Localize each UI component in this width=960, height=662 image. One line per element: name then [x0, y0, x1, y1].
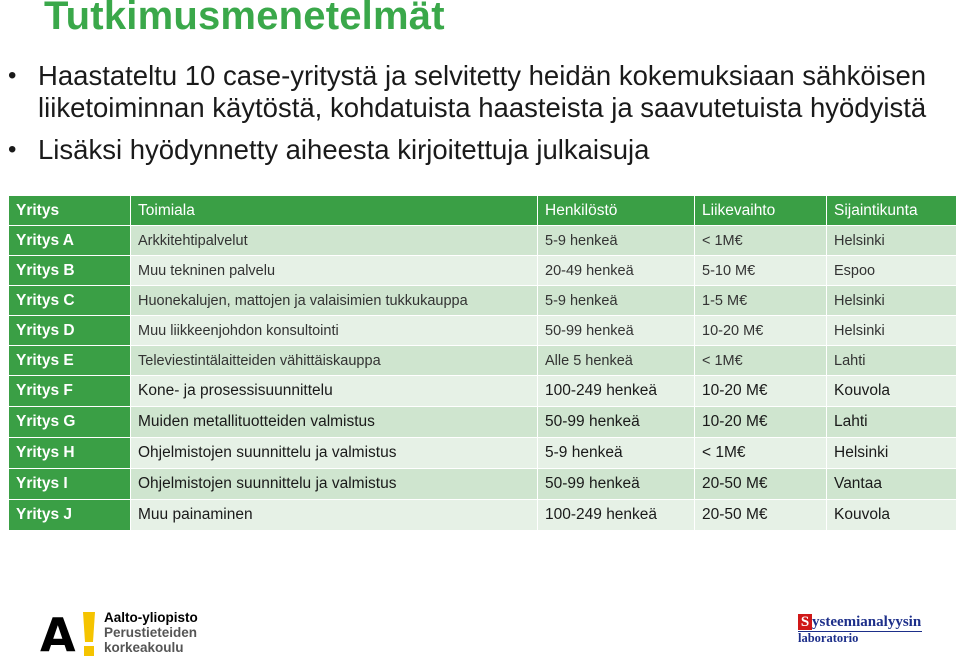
- bullet-dot-icon: •: [8, 136, 17, 163]
- bullet-dot-icon: •: [8, 62, 17, 89]
- row-staff: 50-99 henkeä: [538, 469, 695, 500]
- row-industry: Ohjelmistojen suunnittelu ja valmistus: [131, 438, 538, 469]
- systeemianalyysin-subtitle: laboratorio: [798, 631, 859, 645]
- aalto-exclamation-icon: [82, 612, 96, 656]
- table-row: [9, 226, 957, 256]
- table-row: [9, 469, 957, 500]
- systeemianalyysin-logo: [798, 614, 928, 648]
- row-location: Vantaa: [827, 469, 957, 500]
- aalto-logo-text: [104, 610, 198, 655]
- row-staff: 50-99 henkeä: [538, 316, 695, 346]
- row-revenue: 5-10 M€: [695, 256, 827, 286]
- row-location: Kouvola: [827, 376, 957, 407]
- row-location: Lahti: [827, 407, 957, 438]
- row-revenue: 10-20 M€: [695, 376, 827, 407]
- table-row: [9, 500, 957, 531]
- bullet-item: [0, 134, 960, 166]
- row-revenue: < 1M€: [695, 438, 827, 469]
- column-header-henkilosto: Henkilöstö: [538, 196, 695, 226]
- systeemianalyysin-name: ysteemianalyysin: [812, 614, 922, 630]
- column-header-toimiala: Toimiala: [131, 196, 538, 226]
- row-location: Lahti: [827, 346, 957, 376]
- row-location: Helsinki: [827, 226, 957, 256]
- row-revenue: < 1M€: [695, 346, 827, 376]
- row-company: Yritys H: [9, 438, 131, 469]
- aalto-logo: [40, 608, 220, 662]
- row-staff: 20-49 henkeä: [538, 256, 695, 286]
- row-location: Helsinki: [827, 286, 957, 316]
- table-row: [9, 256, 957, 286]
- table-header-row: [9, 196, 957, 226]
- row-company: Yritys I: [9, 469, 131, 500]
- row-location: Helsinki: [827, 316, 957, 346]
- row-staff: 5-9 henkeä: [538, 438, 695, 469]
- aalto-line1: Aalto-yliopisto: [104, 610, 198, 625]
- row-revenue: 1-5 M€: [695, 286, 827, 316]
- row-company: Yritys E: [9, 346, 131, 376]
- row-company: Yritys B: [9, 256, 131, 286]
- row-industry: Arkkitehtipalvelut: [131, 226, 538, 256]
- table-row: [9, 346, 957, 376]
- table-row: [9, 286, 957, 316]
- row-revenue: 20-50 M€: [695, 469, 827, 500]
- row-staff: 5-9 henkeä: [538, 226, 695, 256]
- row-location: Helsinki: [827, 438, 957, 469]
- systeemianalyysin-initial: S: [798, 614, 812, 630]
- row-industry: Huonekalujen, mattojen ja valaisimien tukkukauppa: [131, 286, 538, 316]
- column-header-sijaintikunta: Sijaintikunta: [827, 196, 957, 226]
- aalto-line2: Perustieteiden: [104, 625, 198, 640]
- row-revenue: 20-50 M€: [695, 500, 827, 531]
- row-company: Yritys D: [9, 316, 131, 346]
- column-header-yritys: Yritys: [9, 196, 131, 226]
- bullet-item: [0, 60, 960, 124]
- slide-title: Tutkimusmenetelmät: [44, 0, 445, 38]
- company-table: [8, 195, 957, 531]
- table-row: [9, 376, 957, 407]
- row-staff: 5-9 henkeä: [538, 286, 695, 316]
- aalto-a-icon: A: [40, 608, 76, 662]
- row-company: Yritys G: [9, 407, 131, 438]
- row-company: Yritys F: [9, 376, 131, 407]
- row-company: Yritys J: [9, 500, 131, 531]
- row-industry: Muiden metallituotteiden valmistus: [131, 407, 538, 438]
- bullet-text: Haastateltu 10 case-yritystä ja selvitetty heidän kokemuksiaan sähköisen liiketoiminnan käytöstä, kohdatuista haasteista ja saavutetuista hyödyistä: [38, 60, 927, 123]
- row-staff: 50-99 henkeä: [538, 407, 695, 438]
- column-header-liikevaihto: Liikevaihto: [695, 196, 827, 226]
- bullet-list: [0, 60, 960, 166]
- aalto-line3: korkeakoulu: [104, 640, 184, 655]
- row-industry: Muu painaminen: [131, 500, 538, 531]
- row-revenue: 10-20 M€: [695, 407, 827, 438]
- row-location: Kouvola: [827, 500, 957, 531]
- row-company: Yritys C: [9, 286, 131, 316]
- row-staff: 100-249 henkeä: [538, 376, 695, 407]
- row-revenue: < 1M€: [695, 226, 827, 256]
- row-industry: Muu liikkeenjohdon konsultointi: [131, 316, 538, 346]
- row-industry: Televiestintälaitteiden vähittäiskauppa: [131, 346, 538, 376]
- bullet-text: Lisäksi hyödynnetty aiheesta kirjoitettuja julkaisuja: [38, 134, 650, 165]
- table-row: [9, 316, 957, 346]
- table-row: [9, 438, 957, 469]
- row-revenue: 10-20 M€: [695, 316, 827, 346]
- row-industry: Ohjelmistojen suunnittelu ja valmistus: [131, 469, 538, 500]
- table-row: [9, 407, 957, 438]
- row-industry: Kone- ja prosessisuunnittelu: [131, 376, 538, 407]
- row-location: Espoo: [827, 256, 957, 286]
- row-staff: Alle 5 henkeä: [538, 346, 695, 376]
- row-industry: Muu tekninen palvelu: [131, 256, 538, 286]
- row-company: Yritys A: [9, 226, 131, 256]
- row-staff: 100-249 henkeä: [538, 500, 695, 531]
